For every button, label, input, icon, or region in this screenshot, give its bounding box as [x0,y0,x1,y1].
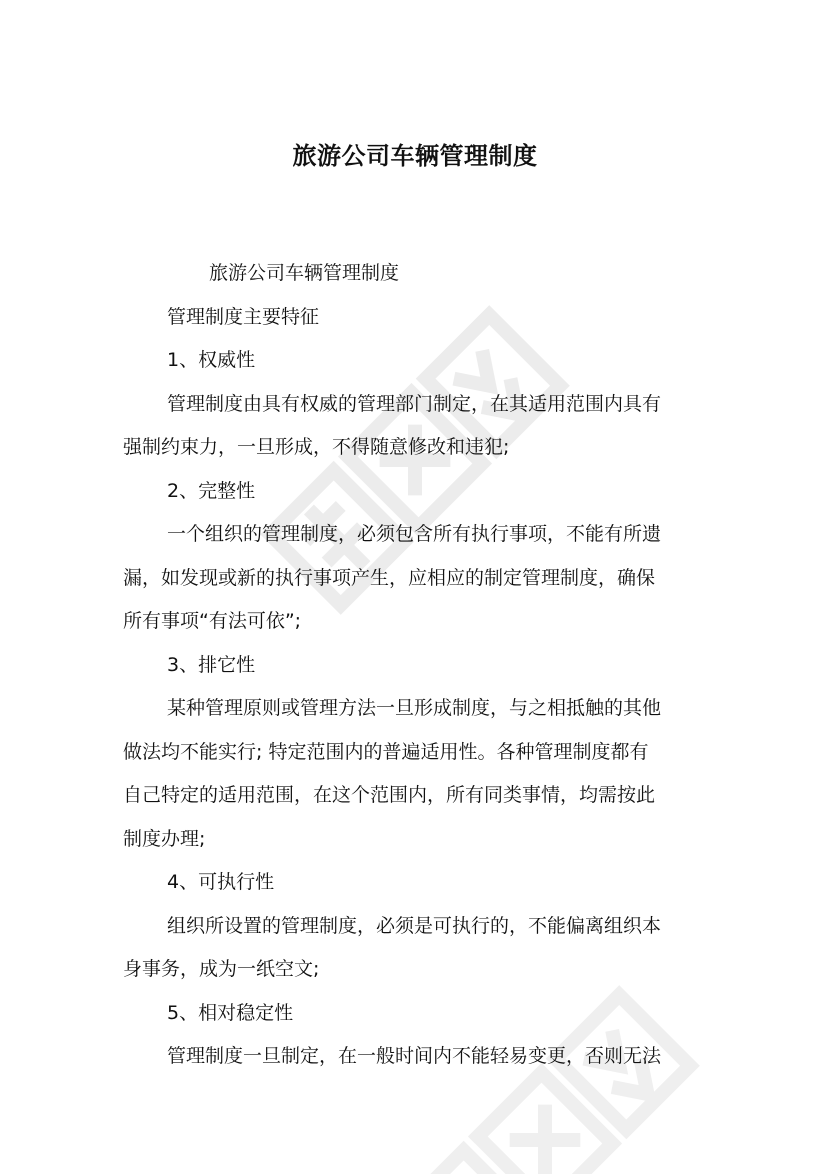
item-heading: 5、相对稳定性 [167,1001,294,1024]
paragraph-line: 某种管理原则或管理方法一旦形成制度，与之相抵触的其他 [167,697,662,719]
paragraph-line: 身事务，成为一纸空文; [123,958,320,980]
paragraph-line: 强制约束力，一旦形成，不得随意修改和违犯; [123,436,510,458]
paragraph-line: 自己特定的适用范围，在这个范围内，所有同类事情，均需按此 [123,784,656,806]
item-heading: 4、可执行性 [167,871,275,893]
paragraph-line: 漏，如发现或新的执行事项产生，应相应的制定管理制度，确保 [123,566,656,589]
paragraph-line: 组织所设置的管理制度，必须是可执行的，不能偏离组织本 [167,914,662,937]
document-body [123,252,712,1079]
section-heading: 管理制度主要特征 [167,305,320,328]
paragraph-line: 做法均不能实行; 特定范围内的普遍适用性。各种管理制度都有 [123,740,649,763]
page-title: 旅游公司车辆管理制度 [292,142,538,170]
paragraph-line: 一个组织的管理制度，必须包含所有执行事项，不能有所遗 [167,523,662,545]
paragraph-line: 管理制度一旦制定，在一般时间内不能轻易变更，否则无法 [167,1045,662,1067]
paragraph-line: 制度办理; [123,827,206,850]
paragraph-line: 所有事项“有法可依”; [123,610,302,632]
paragraph-line: 管理制度由具有权威的管理部门制定，在其适用范围内具有 [167,392,662,415]
item-heading: 1、权威性 [167,349,256,371]
item-heading: 3、排它性 [167,653,256,676]
item-heading: 2、完整性 [167,479,256,502]
document-subtitle: 旅游公司车辆管理制度 [209,262,400,284]
